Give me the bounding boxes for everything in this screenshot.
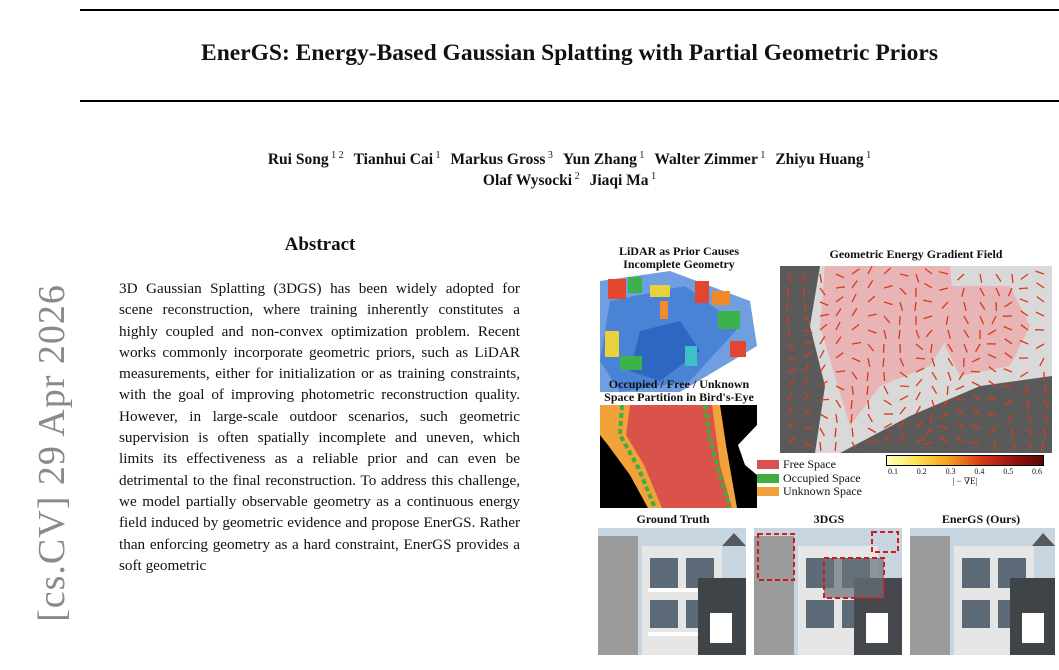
legend-label: Unknown Space: [783, 484, 862, 499]
gradient-arrow: [947, 386, 948, 395]
gradient-arrow: [851, 400, 852, 409]
legend-label: Free Space: [783, 457, 836, 472]
gradient-arrow: [867, 372, 868, 381]
author-name: Zhiyu Huang $^1$: [775, 150, 872, 169]
colorbar-tick: 0.3: [945, 467, 956, 476]
gradient-arrow: [1003, 386, 1012, 387]
gradient-arrow: [1028, 400, 1029, 409]
author-name: Yun Zhang $^1$: [562, 150, 645, 169]
3dgs-image: [754, 528, 902, 655]
author-name: Tianhui Cai $^1$: [353, 150, 441, 169]
legend-item: [757, 472, 862, 486]
energs-caption: EnerGS (Ours): [941, 512, 1021, 526]
gradient-arrow: [788, 316, 789, 325]
legend: [757, 458, 862, 499]
gradient-arrow: [835, 428, 836, 437]
colorbar: [886, 455, 1044, 487]
gradient-arrow: [835, 442, 836, 451]
colorbar-tick: 0.2: [916, 467, 927, 476]
gradient-arrow: [868, 442, 877, 443]
lidar-caption: LiDAR as Prior Causes Incomplete Geometry: [618, 244, 740, 271]
legend-label: Occupied Space: [783, 470, 861, 485]
title-bottom-rule: [80, 100, 1059, 102]
gradient-arrow: [996, 302, 997, 311]
colorbar-gradient: [886, 455, 1044, 466]
gradient-arrow: [868, 400, 869, 409]
colorbar-tick: 0.1: [888, 467, 898, 476]
gt-caption: Ground Truth: [636, 512, 710, 526]
author-affiliation: 1: [433, 150, 441, 161]
author-name: Markus Gross $^3$: [450, 150, 553, 169]
gradient-arrow: [820, 399, 829, 400]
author-name: Jiaqi Ma $^1$: [589, 171, 657, 190]
author-name: Walter Zimmer $^1$: [654, 150, 766, 169]
gt-image: [598, 528, 746, 655]
abstract-heading: Abstract: [284, 234, 356, 255]
arxiv-stamp: [cs.CV] 29 Apr 2026: [31, 284, 73, 622]
author-affiliation: 2: [572, 171, 580, 182]
legend-swatch: [757, 474, 779, 483]
gradient-arrow: [1012, 274, 1013, 283]
legend-swatch: [757, 487, 779, 496]
gradient-caption: Geometric Energy Gradient Field: [829, 247, 1003, 261]
author-affiliation: 1: [636, 150, 645, 161]
gradient-arrow: [884, 372, 885, 381]
gradient-arrow: [820, 442, 821, 451]
gradient-arrow: [900, 386, 909, 387]
gradient-arrow: [884, 344, 885, 353]
gradient-arrow: [1019, 288, 1028, 289]
author-name: Rui Song $^{1 2}$: [267, 150, 344, 169]
colorbar-tick: 0.5: [1003, 467, 1014, 476]
3dgs-caption: 3DGS: [813, 512, 845, 526]
bev-partition-image: [600, 405, 757, 508]
gradient-arrow: [971, 371, 980, 372]
legend-item: [757, 458, 862, 472]
legend-swatch: [757, 460, 779, 469]
energs-image: [910, 528, 1055, 655]
author-affiliation: 1: [863, 150, 872, 161]
author-name: Olaf Wysocki $^2$: [482, 171, 580, 190]
gradient-arrow: [803, 288, 804, 297]
authors-line-2: [80, 171, 1059, 190]
title-top-rule: [80, 9, 1059, 11]
energy-gradient-image: [780, 266, 1052, 453]
colorbar-tick: 0.6: [1031, 467, 1042, 476]
author-affiliation: 3: [545, 150, 553, 161]
gradient-arrow: [851, 414, 852, 423]
author-affiliation: 1: [648, 171, 657, 182]
authors-line-1: [80, 150, 1059, 169]
paper-title: EnerGS: Energy-Based Gaussian Splatting with Partial Geometric Priors: [201, 40, 938, 66]
colorbar-tick: 0.4: [974, 467, 985, 476]
colorbar-label: | − ∇E|: [952, 476, 978, 486]
abstract-text: 3D Gaussian Splatting (3DGS) has been widely adopted for scene reconstruction, where training inherently constitutes a highly coupled and non-convex optimization problem. Recent works commonly incorporate geometric priors, such as LiDAR measurements, either for initialization or as training constraints, with the goal of improving photometric reconstruction quality. However, in large-scale outdoor scenarios, such geometric supervision is often spatially incomplete and uneven, which limits its effectiveness as a reliable prior and can even be detrimental to the final reconstruction. To address this challenge, we model partially observable geometry as a continuous energy field induced by geometric evidence and propose EnerGS. Rather than enforcing geometry as a hard constraint, EnerGS provides a soft geometric: [119, 280, 520, 574]
colorbar-ticks: [886, 467, 1044, 476]
legend-item: [757, 485, 862, 499]
author-affiliation: 1: [757, 150, 766, 161]
lidar-prior-image: [600, 271, 757, 392]
bev-caption: Occupied / Free / Unknown Space Partition in Bird's-Eye: [604, 377, 754, 404]
author-affiliation: 1 2: [328, 150, 344, 161]
